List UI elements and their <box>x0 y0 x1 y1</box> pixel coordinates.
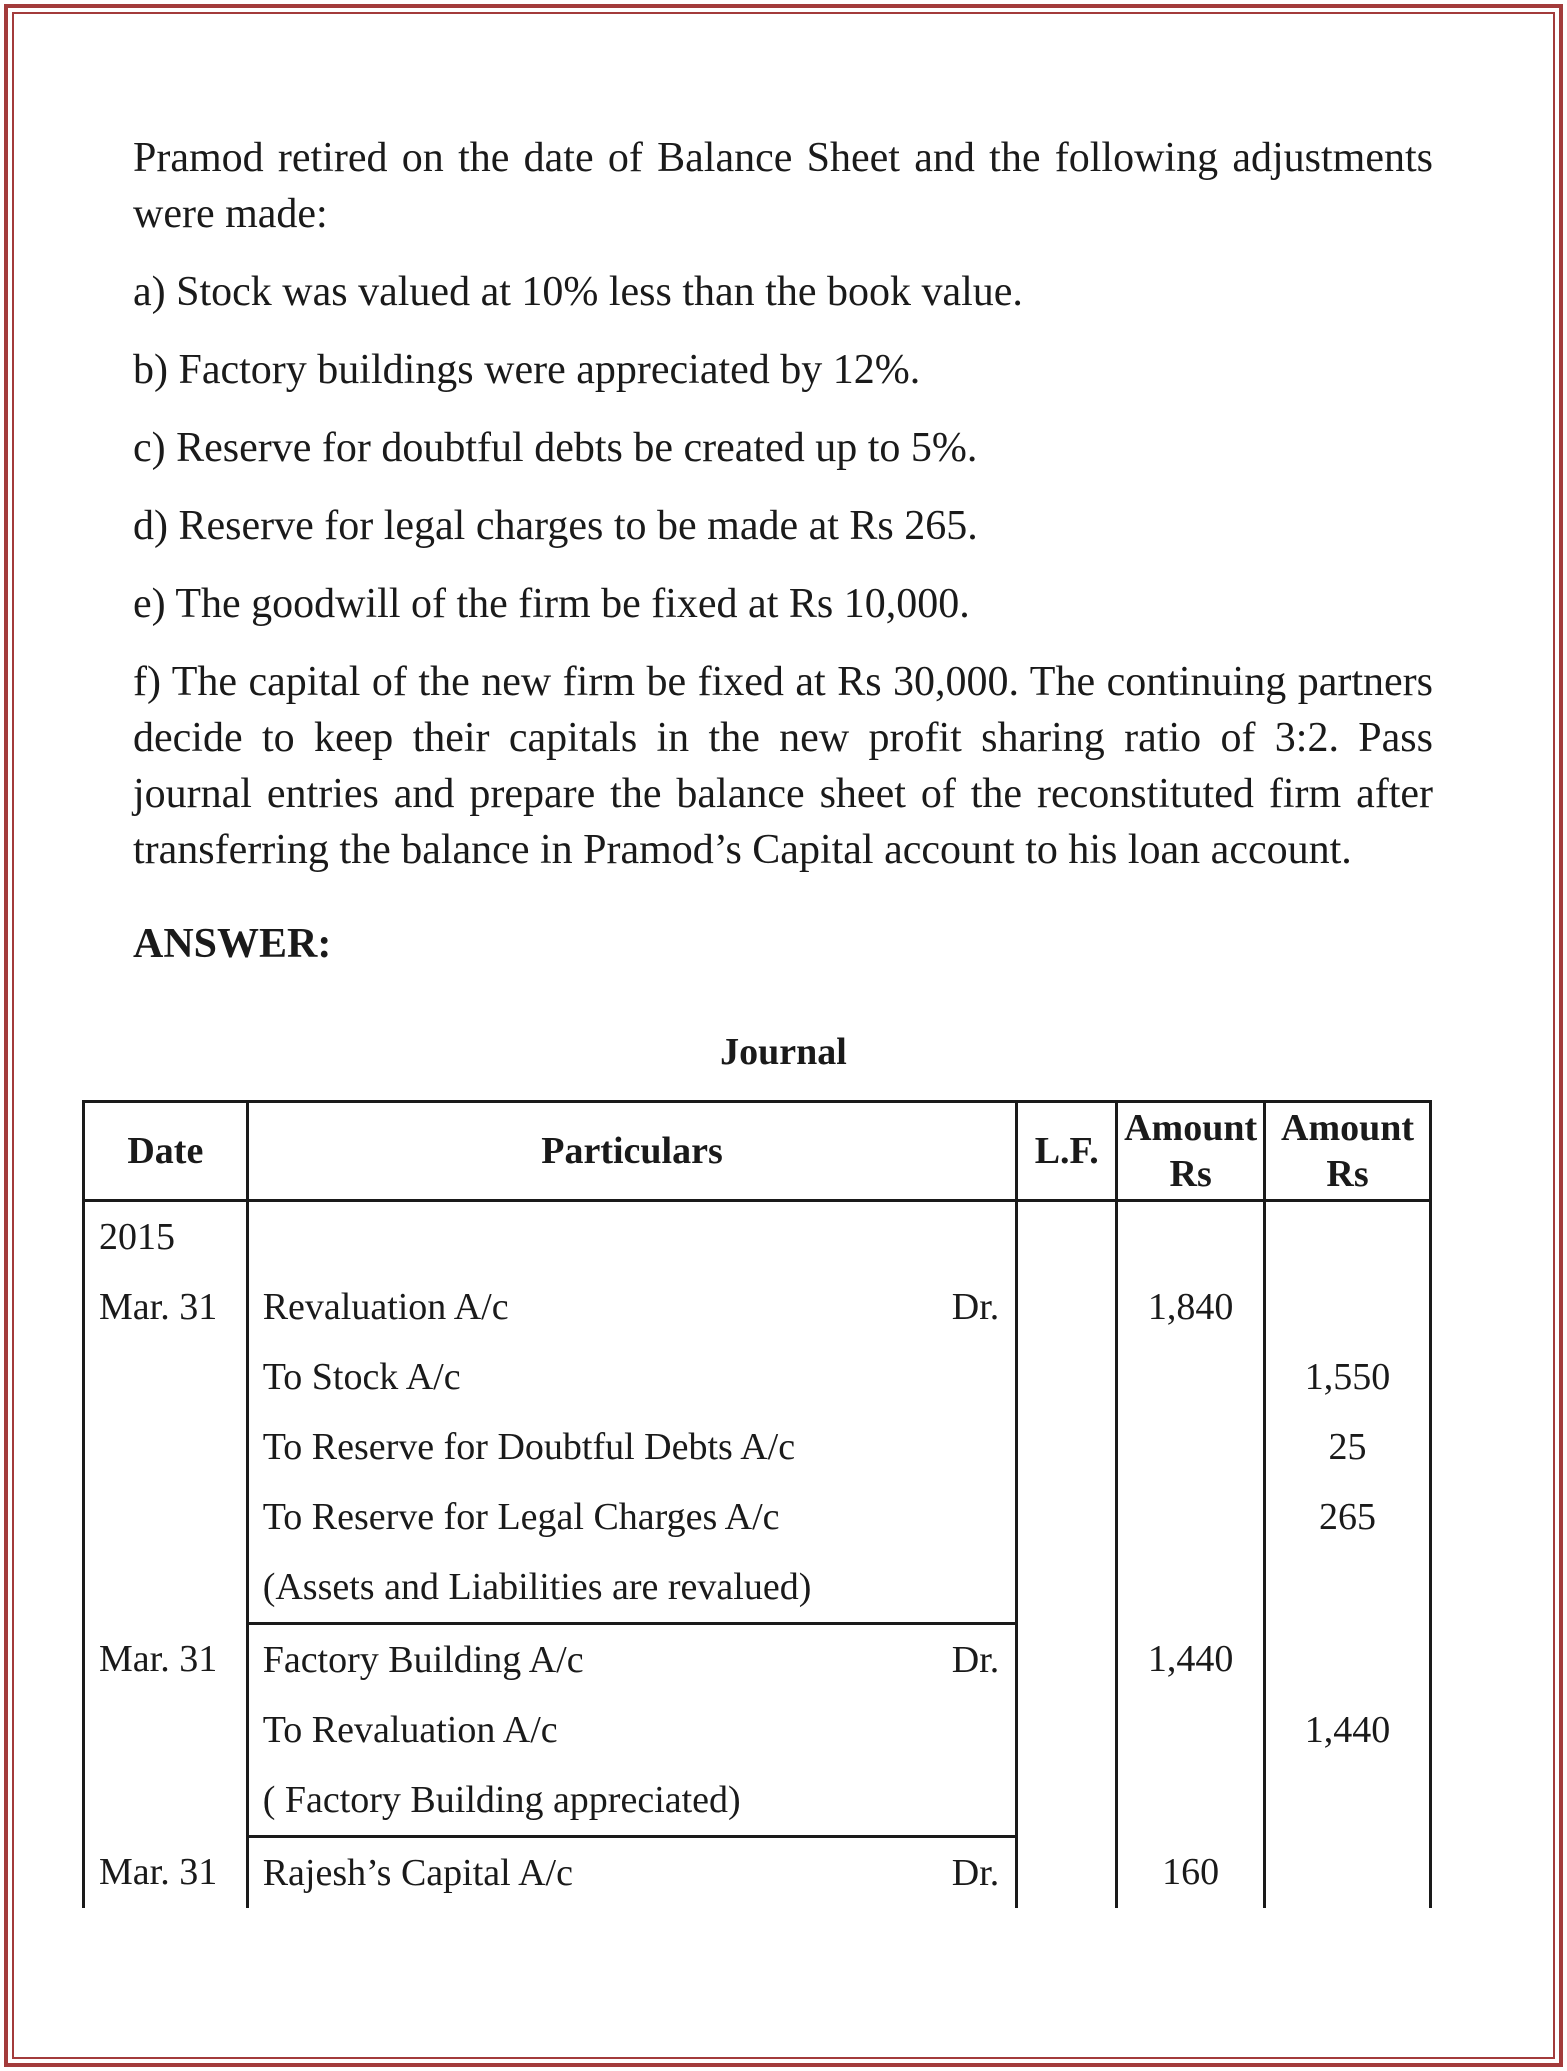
credit-amount: 25 <box>1265 1412 1431 1482</box>
table-row <box>84 1201 1431 1273</box>
header-particulars: Particulars <box>247 1102 1017 1201</box>
debit-account: Revaluation A/c <box>262 1286 509 1328</box>
credit-amount: 1,550 <box>1265 1342 1431 1412</box>
journal-table <box>82 1100 1432 1908</box>
debit-account: Rajesh’s Capital A/c <box>262 1852 573 1894</box>
debit-account-cell <box>247 1624 1017 1696</box>
table-row <box>84 1482 1431 1552</box>
debit-account-cell <box>247 1272 1017 1342</box>
narration: ( Factory Building appreciated) <box>247 1765 1017 1837</box>
question-intro: Pramod retired on the date of Balance Sheet and the following adjustments were made: <box>133 135 1433 237</box>
header-debit-line2: Rs <box>1169 1153 1212 1195</box>
adjustment-b: b) Factory buildings were appreciated by 12%. <box>133 347 921 393</box>
header-debit-line1: Amount <box>1124 1107 1258 1149</box>
header-debit-amount <box>1117 1102 1265 1201</box>
credit-amount: 1,440 <box>1265 1695 1431 1765</box>
header-lf: L.F. <box>1017 1102 1117 1201</box>
credit-account: To Reserve for Doubtful Debts A/c <box>247 1412 1017 1482</box>
credit-account: To Revaluation A/c <box>247 1695 1017 1765</box>
header-credit-line2: Rs <box>1326 1153 1369 1195</box>
entry-date: Mar. 31 <box>84 1624 248 1696</box>
credit-amount: 265 <box>1265 1482 1431 1552</box>
header-date: Date <box>84 1102 248 1201</box>
table-row <box>84 1272 1431 1342</box>
debit-account-cell <box>247 1837 1017 1909</box>
credit-account: To Stock A/c <box>247 1342 1017 1412</box>
adjustment-e: e) The goodwill of the firm be fixed at Rs 10,000. <box>133 581 970 627</box>
credit-account: To Reserve for Legal Charges A/c <box>247 1482 1017 1552</box>
narration: (Assets and Liabilities are revalued) <box>247 1552 1017 1624</box>
table-row <box>84 1412 1431 1482</box>
debit-amount: 1,440 <box>1117 1624 1265 1696</box>
debit-account: Factory Building A/c <box>262 1639 584 1681</box>
table-row <box>84 1552 1431 1624</box>
table-row <box>84 1342 1431 1412</box>
table-row <box>84 1624 1431 1696</box>
year-cell: 2015 <box>84 1201 248 1273</box>
adjustment-a: a) Stock was valued at 10% less than the book value. <box>133 269 1023 315</box>
answer-heading: ANSWER: <box>133 921 332 967</box>
journal-title: Journal <box>720 1031 847 1073</box>
question-block <box>133 130 1433 968</box>
table-row <box>84 1695 1431 1765</box>
dr-label: Dr. <box>951 1639 1000 1681</box>
journal-header-row <box>84 1102 1431 1201</box>
entry-date: Mar. 31 <box>84 1837 248 1909</box>
table-row <box>84 1765 1431 1837</box>
dr-label: Dr. <box>951 1852 1000 1894</box>
adjustment-c: c) Reserve for doubtful debts be created up to 5%. <box>133 425 978 471</box>
dr-label: Dr. <box>951 1286 1000 1328</box>
header-credit-line1: Amount <box>1281 1107 1415 1149</box>
adjustment-f: f) The capital of the new firm be fixed at Rs 30,000. The continuing partners decide to keep their capitals in the new profit sharing ratio of 3:2. Pass journal entries and prepare the balance sheet of the reconstituted firm after transferring the balance in Pramod’s Capital account to his loan account. <box>133 659 1433 873</box>
table-row <box>84 1837 1431 1909</box>
debit-amount: 160 <box>1117 1837 1265 1909</box>
header-credit-amount <box>1265 1102 1431 1201</box>
entry-date: Mar. 31 <box>84 1272 248 1342</box>
adjustment-d: d) Reserve for legal charges to be made at Rs 265. <box>133 503 978 549</box>
debit-amount: 1,840 <box>1117 1272 1265 1342</box>
